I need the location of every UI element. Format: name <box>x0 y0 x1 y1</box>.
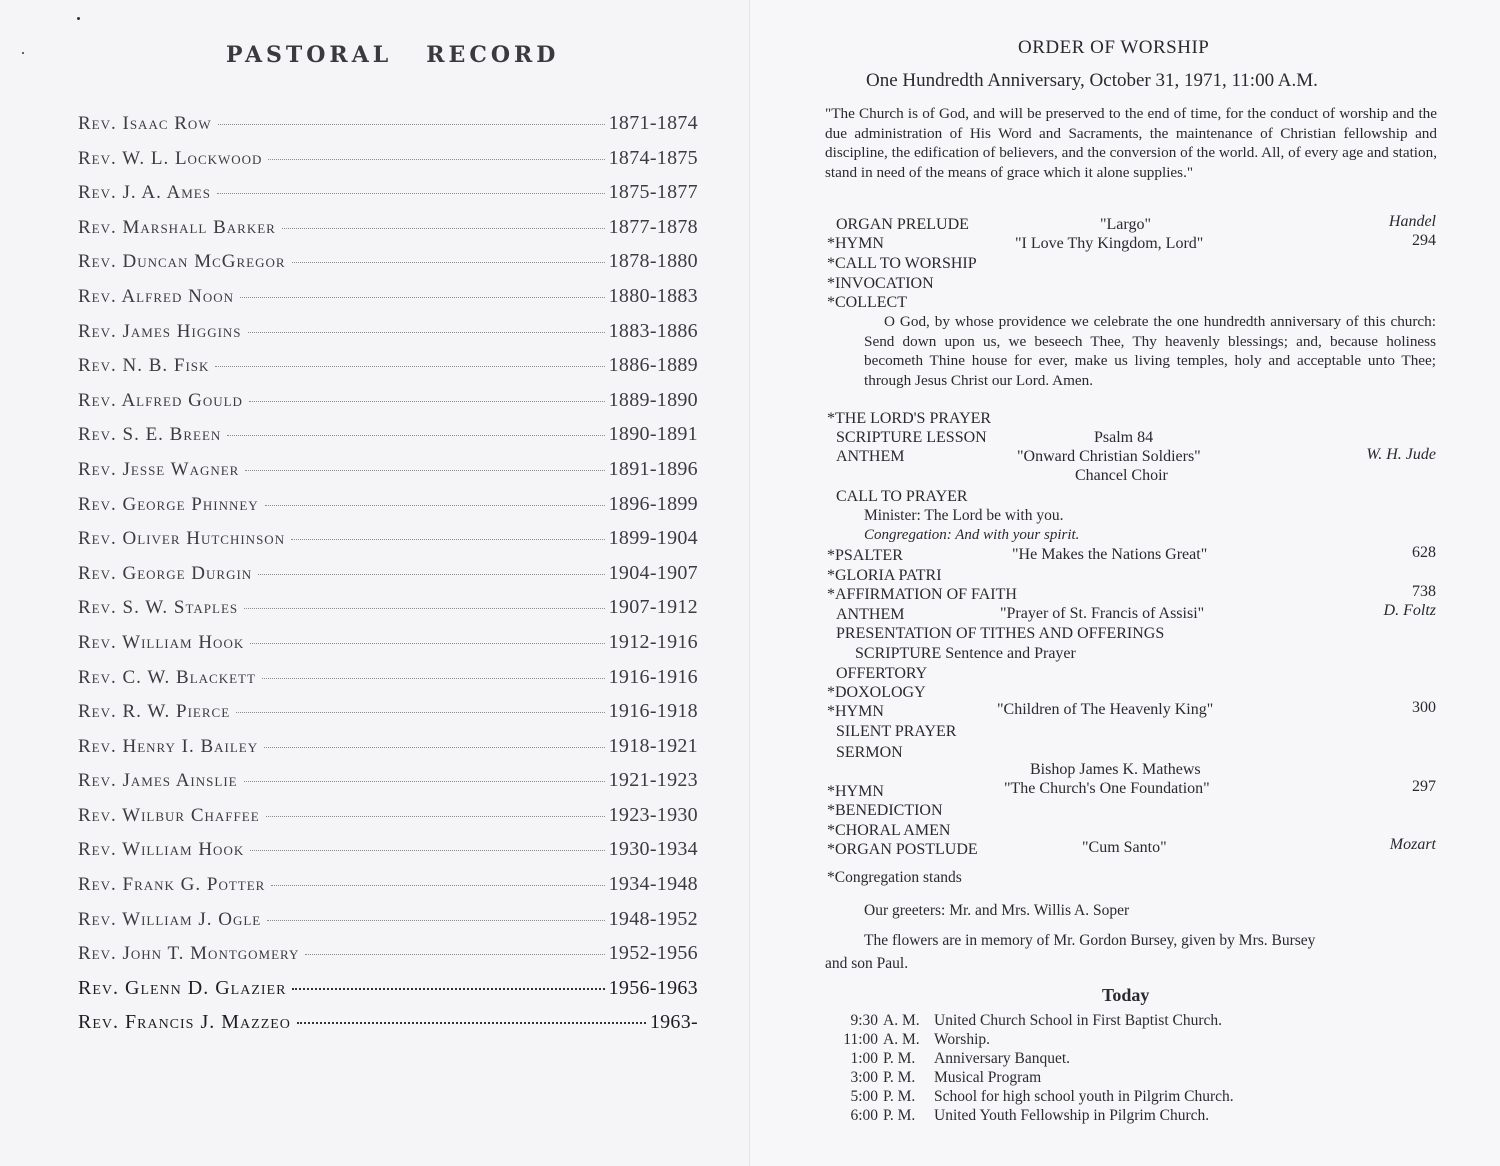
pastor-row <box>78 769 698 804</box>
pastor-name: Rev. Glenn D. Glazier <box>78 976 287 999</box>
schedule-description: School for high school youth in Pilgrim Church. <box>934 1088 1234 1105</box>
pastor-name: Rev. William J. Ogle <box>78 908 262 930</box>
hymn3-label: *HYMN <box>827 783 884 800</box>
hymn2-number: 300 <box>1412 699 1436 716</box>
psalter-number: 628 <box>1412 544 1436 561</box>
pastor-name: Rev. Isaac Row <box>78 113 212 134</box>
dot-leader <box>248 332 605 333</box>
pastor-row <box>78 838 698 873</box>
scripture-sentence: SCRIPTURE Sentence and Prayer <box>855 645 1076 662</box>
pastor-years: 1878-1880 <box>608 250 698 273</box>
schedule-meridiem: P. M. <box>883 1088 916 1105</box>
schedule-row <box>833 1107 1234 1126</box>
pastor-name: Rev. Henry I. Bailey <box>78 735 259 757</box>
pastor-years: 1952-1956 <box>608 942 698 965</box>
dot-leader <box>267 920 604 921</box>
pastor-row <box>78 700 698 735</box>
pastor-years: 1891-1896 <box>608 457 698 480</box>
pastor-row <box>78 285 698 320</box>
anthem2-title: "Prayer of St. Francis of Assisi" <box>1000 605 1205 622</box>
pastor-years: 1883-1886 <box>608 319 698 342</box>
speck <box>77 17 80 20</box>
pastor-years: 1948-1952 <box>608 907 698 930</box>
dot-leader <box>244 608 605 609</box>
collect-label: *COLLECT <box>827 294 907 311</box>
organ-prelude-composer: Handel <box>1388 213 1436 230</box>
dot-leader <box>282 228 605 229</box>
today-heading: Today <box>1102 985 1150 1005</box>
dot-leader <box>249 401 605 402</box>
schedule-description: Worship. <box>934 1031 991 1048</box>
pastor-row <box>78 942 698 977</box>
pastor-years: 1886-1889 <box>608 354 698 377</box>
pastor-years: 1912-1916 <box>608 630 698 653</box>
pastor-name: Rev. Alfred Noon <box>78 285 234 307</box>
title-word-pastoral: PASTORAL <box>226 42 393 68</box>
pastor-years: 1904-1907 <box>608 561 698 584</box>
pastor-name: Rev. William Hook <box>78 631 245 653</box>
organ-prelude-title: "Largo" <box>1100 216 1151 233</box>
pastor-years: 1896-1899 <box>608 492 698 515</box>
pastoral-record-title <box>226 42 559 68</box>
dot-leader <box>236 712 604 713</box>
pastor-name: Rev. James Ainslie <box>78 770 238 792</box>
gloria-patri: *GLORIA PATRI <box>827 567 942 584</box>
dot-leader <box>262 678 605 679</box>
dot-leader <box>271 885 604 886</box>
pastor-row <box>78 631 698 666</box>
pastor-name: Rev. James Higgins <box>78 320 242 342</box>
dot-leader <box>305 954 604 955</box>
pastor-row <box>78 1011 698 1046</box>
invocation: *INVOCATION <box>827 275 934 292</box>
pastor-years: 1934-1948 <box>608 873 698 896</box>
schedule-time: 5:00 <box>850 1088 878 1105</box>
pastor-row <box>78 147 698 182</box>
dot-leader <box>227 435 604 436</box>
hymn1-number: 294 <box>1412 232 1436 249</box>
pastor-years: 1963- <box>649 1011 698 1034</box>
speck <box>22 52 24 54</box>
schedule-meridiem: P. M. <box>883 1050 916 1067</box>
pastor-name: Rev. William Hook <box>78 839 245 861</box>
today-schedule <box>833 1012 1234 1126</box>
hymn2-label: *HYMN <box>827 703 884 720</box>
silent-prayer: SILENT PRAYER <box>836 723 957 740</box>
dot-leader <box>266 816 605 817</box>
dot-leader <box>245 470 604 471</box>
pastor-row <box>78 181 698 216</box>
affirmation-label: *AFFIRMATION OF FAITH <box>827 586 1017 603</box>
pastor-row <box>78 908 698 943</box>
order-of-worship-title: ORDER OF WORSHIP <box>1018 37 1210 58</box>
dot-leader <box>265 505 605 506</box>
pastor-years: 1889-1890 <box>608 388 698 411</box>
affirmation-number: 738 <box>1412 583 1436 600</box>
congregation-line: Congregation: And with your spirit. <box>864 527 1080 543</box>
organ-prelude-label: ORGAN PRELUDE <box>836 216 969 233</box>
pastor-name: Rev. W. L. Lockwood <box>78 147 263 169</box>
pastor-years: 1890-1891 <box>608 423 698 446</box>
dot-leader <box>258 574 604 575</box>
hymn1-label: *HYMN <box>827 235 884 252</box>
hymn3-title: "The Church's One Foundation" <box>1004 780 1210 797</box>
pastor-row <box>78 873 698 908</box>
schedule-row <box>833 1069 1234 1088</box>
dot-leader <box>244 781 605 782</box>
pastor-row <box>78 112 698 147</box>
pastor-row <box>78 354 698 389</box>
schedule-description: United Church School in First Baptist Church. <box>934 1012 1223 1029</box>
dot-leader <box>250 643 604 644</box>
pastor-years: 1880-1883 <box>608 284 698 307</box>
schedule-meridiem: A. M. <box>883 1031 920 1048</box>
greeters-note: Our greeters: Mr. and Mrs. Willis A. Soper <box>864 902 1130 919</box>
pastor-name: Rev. Jesse Wagner <box>78 458 240 480</box>
dot-leader <box>240 297 605 298</box>
pastor-years: 1916-1916 <box>608 665 698 688</box>
schedule-description: Musical Program <box>934 1069 1042 1086</box>
pastor-name: Rev. Frank G. Potter <box>78 874 266 896</box>
benediction: *BENEDICTION <box>827 802 943 819</box>
congregation-stands-note: *Congregation stands <box>827 869 962 886</box>
dot-leader <box>215 366 604 367</box>
flowers-note-line1: The flowers are in memory of Mr. Gordon Bursey, given by Mrs. Bursey <box>864 932 1316 949</box>
schedule-description: United Youth Fellowship in Pilgrim Church. <box>934 1107 1210 1124</box>
dot-leader <box>264 747 604 748</box>
pastor-years: 1874-1875 <box>608 146 698 169</box>
pastor-row <box>78 977 698 1012</box>
dot-leader <box>292 262 605 263</box>
pastor-name: Rev. Alfred Gould <box>78 389 243 411</box>
scripture-lesson-label: SCRIPTURE LESSON <box>836 429 987 446</box>
pastor-name: Rev. George Durgin <box>78 562 253 584</box>
collect-prayer: O God, by whose providence we celebrate the one hundredth anniversary of this church: Send down upon us, we beseech Thee, Thy heavenly blessings; and, because holiness becometh Thine house for ever, make us living temples, holy and acceptable unto Thee; through Jesus Christ our Lord. Amen. <box>864 313 1436 389</box>
schedule-time: 11:00 <box>843 1031 878 1048</box>
schedule-meridiem: P. M. <box>883 1107 916 1124</box>
organ-postlude-composer: Mozart <box>1389 836 1436 853</box>
choral-amen: *CHORAL AMEN <box>827 822 951 839</box>
anthem1-composer: W. H. Jude <box>1366 446 1436 463</box>
pastor-years: 1875-1877 <box>608 181 698 204</box>
pastor-list <box>78 112 698 1046</box>
preacher: Bishop James K. Mathews <box>1030 761 1201 778</box>
pastor-row <box>78 596 698 631</box>
pastor-name: Rev. John T. Montgomery <box>78 943 300 965</box>
schedule-description: Anniversary Banquet. <box>934 1050 1071 1067</box>
pastor-name: Rev. S. W. Staples <box>78 597 239 619</box>
pastor-years: 1956-1963 <box>608 976 698 999</box>
pastor-years: 1871-1874 <box>608 112 698 134</box>
pastor-years: 1923-1930 <box>608 803 698 826</box>
hymn1-title: "I Love Thy Kingdom, Lord" <box>1015 235 1204 252</box>
pastor-years: 1916-1918 <box>608 700 698 723</box>
scripture-lesson-text: Psalm 84 <box>1094 429 1154 446</box>
pastor-years: 1930-1934 <box>608 838 698 861</box>
pastor-years: 1918-1921 <box>608 734 698 757</box>
schedule-row <box>833 1012 1234 1031</box>
pastor-name: Rev. Wilbur Chaffee <box>78 804 260 826</box>
schedule-row <box>833 1031 1234 1050</box>
sermon: SERMON <box>836 744 903 761</box>
anthem2-composer: D. Foltz <box>1383 602 1436 619</box>
pastor-name: Rev. Oliver Hutchinson <box>78 528 286 550</box>
schedule-time: 6:00 <box>850 1107 878 1124</box>
organ-postlude-label: *ORGAN POSTLUDE <box>827 841 978 858</box>
schedule-row <box>833 1050 1234 1069</box>
title-word-record: RECORD <box>426 42 560 68</box>
anniversary-subtitle: One Hundredth Anniversary, October 31, 1971, 11:00 A.M. <box>866 70 1318 91</box>
psalter-title: "He Makes the Nations Great" <box>1012 546 1208 563</box>
pastor-row <box>78 250 698 285</box>
schedule-time: 3:00 <box>850 1069 878 1086</box>
pastor-name: Rev. C. W. Blackett <box>78 666 256 688</box>
pastor-row <box>78 562 698 597</box>
schedule-time: 9:30 <box>850 1012 878 1029</box>
pastor-row <box>78 320 698 355</box>
organ-postlude-title: "Cum Santo" <box>1082 839 1167 856</box>
schedule-meridiem: A. M. <box>883 1012 920 1029</box>
pastor-row <box>78 458 698 493</box>
offertory: OFFERTORY <box>836 665 928 682</box>
presentation-of-tithes: PRESENTATION OF TITHES AND OFFERINGS <box>836 625 1165 642</box>
flowers-note-line2: and son Paul. <box>825 955 909 972</box>
pastor-years: 1921-1923 <box>608 769 698 792</box>
anthem1-title: "Onward Christian Soldiers" <box>1017 448 1201 465</box>
pastor-name: Rev. George Phinney <box>78 493 259 515</box>
pastor-name: Rev. Francis J. Mazzeo <box>78 1011 291 1034</box>
pastor-row <box>78 423 698 458</box>
pastor-row <box>78 666 698 701</box>
schedule-row <box>833 1088 1234 1107</box>
dot-leader <box>250 850 604 851</box>
call-to-worship: *CALL TO WORSHIP <box>827 255 977 272</box>
pastor-row <box>78 389 698 424</box>
chancel-choir: Chancel Choir <box>1075 467 1168 484</box>
church-quote: "The Church is of God, and will be preserved to the end of time, for the conduct of worship and the due administration of His Word and Sacraments, the maintenance of Christian fellowship and discipline, the edification of believers, and the conversion of the world. All, of every age and station, stand in need of the means of grace which it alone supplies." <box>825 105 1437 181</box>
pastor-name: Rev. R. W. Pierce <box>78 701 231 723</box>
pastor-name: Rev. N. B. Fisk <box>78 355 210 377</box>
minister-line: Minister: The Lord be with you. <box>864 507 1064 524</box>
schedule-meridiem: P. M. <box>883 1069 916 1086</box>
dot-leader <box>217 193 605 194</box>
schedule-time: 1:00 <box>850 1050 878 1067</box>
pastor-name: Rev. S. E. Breen <box>78 424 222 446</box>
pastor-row <box>78 735 698 770</box>
pastor-row <box>78 804 698 839</box>
pastor-row <box>78 493 698 528</box>
hymn3-number: 297 <box>1412 778 1436 795</box>
doxology: *DOXOLOGY <box>827 684 926 701</box>
pastor-row <box>78 216 698 251</box>
anthem2-label: ANTHEM <box>836 606 905 623</box>
pastor-years: 1907-1912 <box>608 596 698 619</box>
dot-leader <box>292 988 604 990</box>
pastor-name: Rev. J. A. Ames <box>78 182 211 204</box>
pastor-name: Rev. Duncan McGregor <box>78 251 286 273</box>
pastor-name: Rev. Marshall Barker <box>78 216 276 238</box>
hymn2-title: "Children of The Heavenly King" <box>997 701 1214 718</box>
anthem1-label: ANTHEM <box>836 448 905 465</box>
dot-leader <box>218 124 605 125</box>
pastor-row <box>78 527 698 562</box>
lords-prayer: *THE LORD'S PRAYER <box>827 410 992 427</box>
psalter-label: *PSALTER <box>827 547 903 564</box>
pastor-years: 1899-1904 <box>608 527 698 550</box>
dot-leader <box>297 1022 646 1024</box>
pastor-years: 1877-1878 <box>608 215 698 238</box>
call-to-prayer: CALL TO PRAYER <box>836 488 968 505</box>
dot-leader <box>268 159 604 160</box>
dot-leader <box>291 539 605 540</box>
